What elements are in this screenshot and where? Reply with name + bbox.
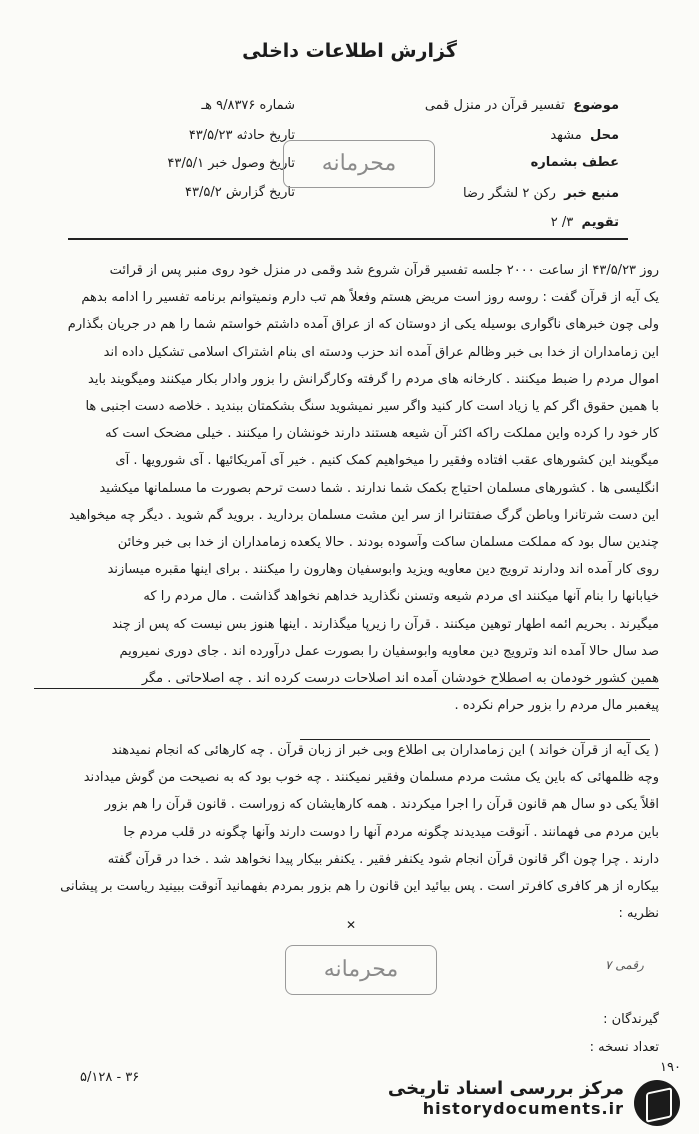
body-line: ( یک آیه از قرآن خواند ) این زمامداران بی اطلاع وبی خبر از زبان قرآن . چه کارهائی که انجام نمیدهند (111, 743, 659, 758)
body-line: انگلیسی ها . کشورهای مسلمان احتیاج بکمک شما ندارند . شما دست ترحم بصورت ما مسلمانها میکشید (99, 480, 659, 496)
body-line: اموال مردم را ضبط میکنند . کارخانه های مردم را گرفته وکارگرانش را بزور وادار بکار میکنند ومیگویند باید (88, 371, 659, 387)
body-line: کار خود را کرده واین مملکت راکه اکثر آن شیعه هستند دارند خونشان را میکنند . خیلی مضحک است که (105, 426, 659, 442)
source-value: رکن ۲ لشگر رضا (462, 186, 556, 201)
brand-block (388, 1078, 624, 1118)
recipients-row (603, 1012, 659, 1027)
reference-row (531, 155, 619, 170)
body-line: باین مردم می فهمانند . آنوقت میدیدند چگونه مردم آنها را دوست دارند وآنها چگونه در قلب مردم جا (123, 824, 659, 840)
number-row: شماره ۹/۸۳۷۶ هـ (201, 98, 295, 113)
confidential-stamp-top: محرمانه (283, 140, 435, 188)
body-line: این دست شرتانرا وباطن گرگ صفتتانرا از سر این مشت مسلمان بردارید . بروید گم شوید . دیگر چه میخواهید (69, 507, 659, 523)
handwritten-signature: رقمی ۷ (605, 958, 644, 972)
rating-value: ۳/ ۲ (550, 215, 574, 230)
brand-url: historydocuments.ir (422, 1099, 624, 1118)
source-row (463, 186, 619, 201)
archive-logo-icon (634, 1080, 680, 1126)
location-value: مشهد (550, 128, 582, 143)
body-line: چندین سال بود که مملکت مسلمان ساکت وآسوده بودند . حالا یکعده زمامداران از خدا بی خبر وخائن (117, 535, 659, 550)
copies-label: تعداد نسخه : (589, 1040, 659, 1055)
report-date-row: تاریخ گزارش ۴۳/۵/۲ (185, 185, 295, 200)
subject-value: تفسیر قرآن در منزل قمی (424, 98, 565, 113)
recipients-label: گیرندگان : (603, 1012, 659, 1027)
copies-row (590, 1040, 659, 1055)
body-line: این زمامداران از خدا بی خبر وظالم عراق آمده اند حزب ودسته ای بنام اشتراک اسلامی تشکیل داده اند (103, 344, 659, 360)
body-line: میگیرند . بحریم ائمه اطهار توهین میکنند . قرآن را زیرپا میگذارند . اینها هنوز بس نیست که پس از چند (111, 616, 659, 632)
body-line: پیغمبر مال مردم را بزور حرام نکرده . (454, 698, 659, 714)
subject-label: موضوع (573, 98, 619, 113)
subject-row (425, 98, 619, 113)
reference-label: عطف بشماره (530, 155, 619, 170)
body-line: میگویند این کشورهای عقب افتاده وفقیر را میخواهیم کمک کنیم . خیر آی آمریکائیها . آی شورویها . آی (115, 453, 659, 469)
location-row (550, 128, 619, 143)
receipt-date-row: تاریخ وصول خبر ۴۳/۵/۱ (167, 156, 295, 171)
brand-name: مرکز بررسی اسناد تاریخی (387, 1078, 624, 1099)
rating-row (551, 215, 619, 230)
location-label: محل (589, 128, 619, 143)
body-line: صد سال حالا آمده اند وترویج دین معاویه وابوسفیان را بصورت عمل درآورده اند . جای دوری نمیرویم (119, 643, 659, 659)
book-icon (646, 1087, 672, 1123)
cross-mark: ✕ (346, 918, 357, 932)
paragraph-divider (300, 739, 650, 740)
body-line: دارند . چرا چون اگر قانون قرآن انجام شود یکنفر فقیر . یکنفر بیکار پیدا نخواهد شد . خدا در قرآن گفته (107, 851, 659, 867)
body-line: روز ۴۳/۵/۲۳ از ساعت ۲۰۰۰ جلسه تفسیر قرآن شروع شد وقمی در منزل خود روی منبر پس از قرائت (109, 263, 659, 278)
header-divider (68, 238, 628, 240)
body-line: ولی چون خبرهای ناگواری بوسیله یکی از دوستان که از عراق آمده داشتم خواستم شما را هم در جریان بگذارم (67, 317, 659, 333)
body-line: یک آیه از قرآن گفت : روسه روز است مریض هستم وفعلاً هم تب دارم ونمیتوانم برنامه تفسیر را ادامه بدهم (81, 290, 659, 306)
body-line: با همین حقوق اگر کم یا زیاد است کار کنید واگر سیر نمیشوید سنگ بشکمتان ببندید . خلاصه دست اجنبی ها (85, 399, 659, 414)
confidential-stamp-bottom: محرمانه (285, 945, 437, 995)
body-line: نظریه : (618, 906, 659, 922)
body-line: روی کار آمده اند ودارند ترویج دین معاویه ویزید وابوسفیان وهارون را میکنند . برای اینها مقبره میسازند (107, 562, 659, 578)
page-number: ۱۹۰ (660, 1060, 681, 1075)
body-line: همین کشور خودمان به اصطلاح خودشان آمده اند اصلاحات درست کرده اند . چه اصلاحاتی . مگر (34, 670, 659, 689)
report-title: گزارش اطلاعات داخلی (242, 40, 457, 62)
body-line: خیابانها را بنام آنها میکنند ای مردم شیعه وتسنن نگذارید خداهم نخواهد گذاشت . مال مردم را که (143, 589, 659, 605)
body-line: وچه ظلمهائی که باین یک مشت مردم مسلمان وفقیر نمیکنند . چه خوب بود که به نصیحت من گوش میدادند (83, 770, 659, 786)
incident-date-row: تاریخ حادثه ۴۳/۵/۲۳ (188, 128, 295, 143)
document-code: ۵/۱۲۸ - ۳۶ (80, 1070, 140, 1085)
rating-label: تقویم (581, 215, 619, 230)
body-line: اقلاً یکی دو سال هم قانون قرآن را اجرا میکردند . همه کارهایشان که زوراست . قانون قرآن را هم بزور (104, 797, 659, 813)
body-line: بیکاره از هر کافری کافرتر است . پس بیائید این قانون را هم بزور بمردم بفهمانید آنوقت ببینید ریاست بر پیشانی (60, 879, 659, 894)
source-label: منبع خبر (564, 186, 619, 201)
